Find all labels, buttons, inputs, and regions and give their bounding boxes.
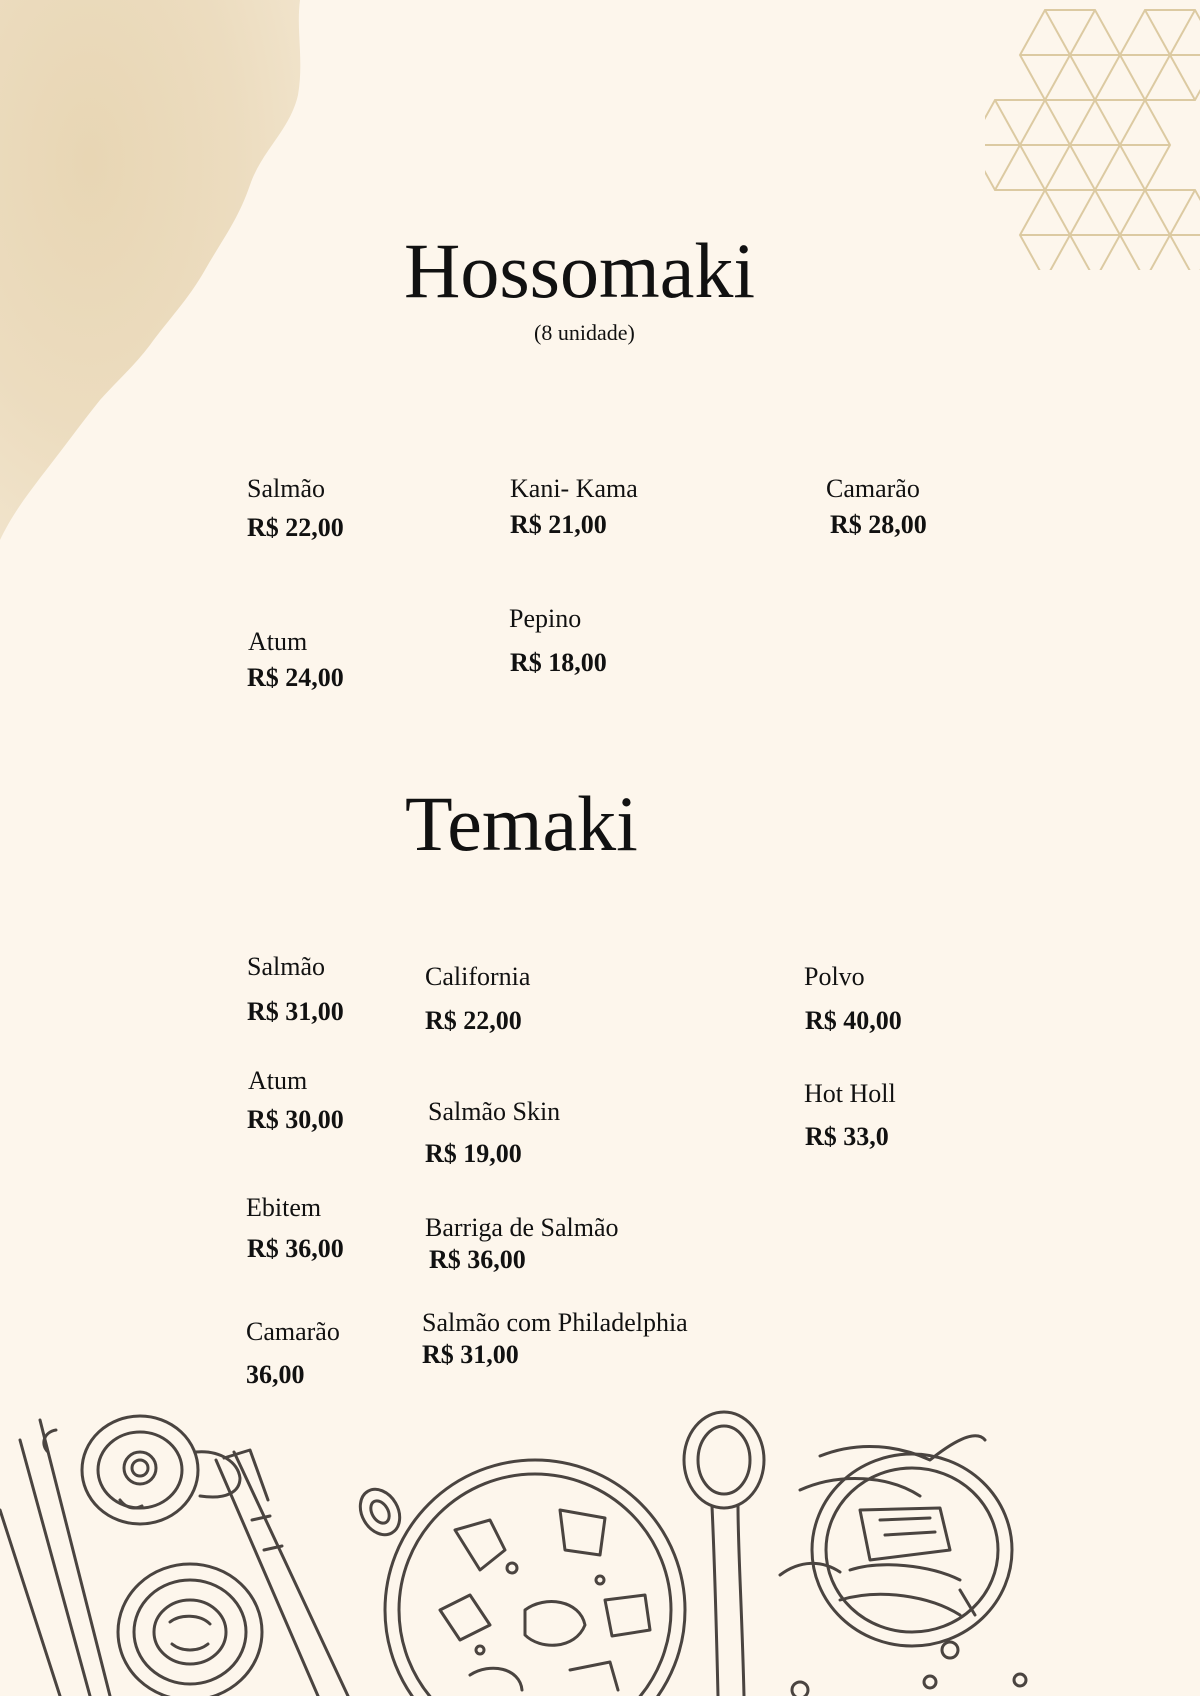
temaki-item-name: Ebitem — [246, 1193, 322, 1222]
hossomaki-item-name: Camarão — [826, 474, 920, 503]
temaki-item-name: Salmão com Philadelphia — [422, 1308, 688, 1337]
temaki-item-price: R$ 22,00 — [425, 1006, 522, 1035]
hossomaki-item-price: R$ 28,00 — [830, 510, 927, 539]
hossomaki-item-price: R$ 18,00 — [510, 648, 607, 677]
temaki-item-price: R$ 19,00 — [425, 1139, 522, 1168]
geometric-pattern-icon — [985, 0, 1200, 270]
temaki-item-price: R$ 31,00 — [422, 1340, 519, 1369]
temaki-item-name: Camarão — [246, 1317, 340, 1346]
temaki-item-name: Hot Holl — [804, 1079, 896, 1108]
temaki-item-price: R$ 36,00 — [429, 1245, 526, 1274]
temaki-item-price: R$ 30,00 — [247, 1105, 344, 1134]
temaki-item-name: California — [425, 962, 531, 991]
hossomaki-item-name: Salmão — [247, 474, 325, 503]
hossomaki-title: Hossomaki — [404, 227, 755, 314]
temaki-item-name: Salmão — [247, 952, 325, 981]
hossomaki-item-name: Atum — [248, 627, 308, 656]
temaki-item-price: R$ 36,00 — [247, 1234, 344, 1263]
temaki-item-price: R$ 31,00 — [247, 997, 344, 1026]
hossomaki-item-price: R$ 24,00 — [247, 663, 344, 692]
temaki-item-name: Atum — [248, 1066, 308, 1095]
hossomaki-item-price: R$ 21,00 — [510, 510, 607, 539]
hossomaki-item-price: R$ 22,00 — [247, 513, 344, 542]
hossomaki-item-name: Pepino — [509, 604, 582, 633]
temaki-item-name: Barriga de Salmão — [425, 1213, 619, 1242]
hossomaki-item-name: Kani- Kama — [510, 474, 638, 503]
food-illustration-icon — [0, 1400, 1200, 1696]
temaki-item-name: Salmão Skin — [428, 1097, 561, 1126]
temaki-item-price: R$ 40,00 — [805, 1006, 902, 1035]
temaki-item-price: 36,00 — [246, 1360, 305, 1389]
hossomaki-subtitle: (8 unidade) — [534, 320, 635, 345]
temaki-title: Temaki — [405, 780, 638, 867]
temaki-item-name: Polvo — [804, 962, 865, 991]
temaki-item-price: R$ 33,0 — [805, 1122, 889, 1151]
